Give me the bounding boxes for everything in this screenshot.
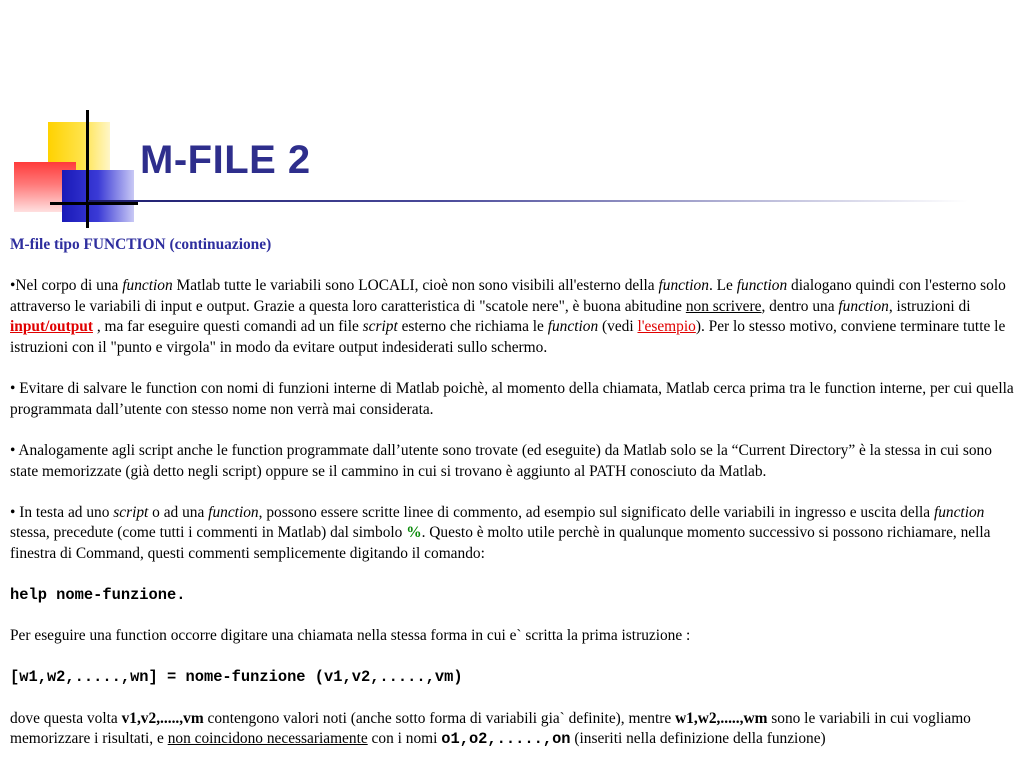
- slide-content: [10, 235, 1018, 750]
- italic-term: function: [736, 277, 788, 295]
- italic-term: function: [658, 277, 709, 295]
- percent-symbol: %: [406, 524, 422, 542]
- text: o ad una: [148, 503, 209, 521]
- paragraph-variables: [10, 709, 1018, 750]
- underlined-text: non coincidono necessariamente: [167, 730, 368, 748]
- paragraph-local-variables: [10, 276, 1018, 358]
- italic-term: script: [113, 503, 149, 521]
- text: . Le: [708, 277, 737, 295]
- text: •Nel corpo di una: [10, 277, 123, 295]
- bold-term: w1,w2,.....,wm: [675, 709, 768, 727]
- paragraph-function-call: Per eseguire una function occorre digitare una chiamata nella stessa forma in cui e` scritta la prima istruzione :: [10, 627, 691, 645]
- text: contengono valori noti (anche sotto forma di variabili gia` definite), mentre: [203, 709, 676, 727]
- inline-code: o1,o2,.....,on: [441, 730, 571, 749]
- text: Matlab tutte le variabili sono LOCALI, cioè non sono visibili all'esterno della: [172, 277, 659, 295]
- logo-horizontal-line: [50, 202, 138, 205]
- italic-term: function: [547, 318, 599, 336]
- paragraph-comments: [10, 503, 1018, 565]
- example-link[interactable]: l'esempio: [637, 318, 696, 336]
- text: esterno che richiama le: [397, 318, 548, 336]
- input-output-link[interactable]: input/output: [10, 318, 93, 336]
- underlined-text: non scrivere: [685, 297, 762, 315]
- text: , istruzioni di: [888, 297, 971, 315]
- text: , ma far eseguire questi comandi ad un file: [92, 318, 363, 336]
- logo-vertical-line: [86, 110, 89, 228]
- text: . Questo è molto utile perchè in qualunque momento successivo si possono richiamare, nella finestra di Command, questi commenti semplicemente digitando il comando:: [10, 524, 991, 562]
- italic-term: function: [838, 297, 889, 315]
- bold-term: v1,v2,.....,vm: [121, 709, 204, 727]
- text: dove questa volta: [10, 709, 122, 727]
- logo-blue-square: [62, 170, 134, 222]
- paragraph-function-names: • Evitare di salvare le function con nomi di funzioni interne di Matlab poichè, al momento della chiamata, Matlab cerca prima tra le function interne, per cui quella programmata dall’utente con stesso nome non verrà mai considerata.: [10, 380, 1014, 418]
- text: ). Per lo stesso motivo, conviene terminare tutte le istruzioni con il "punto e virgola" in modo da evitare output indesiderati sullo schermo.: [10, 318, 1006, 356]
- italic-term: script: [362, 318, 398, 336]
- text: stessa, precedute (come tutti i commenti in Matlab) dal simbolo: [10, 524, 407, 542]
- text: , possono essere scritte linee di commento, ad esempio sul significato delle variabili in ingresso e uscita della: [258, 503, 934, 521]
- text: sono le variabili in cui vogliamo memorizzare i risultati, e: [10, 709, 971, 748]
- title-underline: [88, 200, 968, 202]
- italic-term: function: [208, 503, 259, 521]
- section-subtitle: M-file tipo FUNCTION (continuazione): [10, 236, 272, 253]
- function-call-code: [w1,w2,.....,wn] = nome-funzione (v1,v2,.....,vm): [10, 668, 463, 687]
- text: con i nomi: [367, 730, 442, 748]
- slide-title: M-FILE 2: [140, 138, 311, 182]
- text: • In testa ad uno: [10, 503, 114, 521]
- slide-logo: [0, 100, 140, 240]
- text: (inseriti nella definizione della funzione): [570, 730, 826, 748]
- italic-term: function: [122, 277, 173, 295]
- text: (vedi: [598, 318, 638, 336]
- text: , dentro una: [761, 297, 839, 315]
- italic-term: function: [933, 503, 985, 521]
- help-command-code: help nome-funzione.: [10, 586, 186, 605]
- text: dialogano quindi con l'esterno solo attraverso le variabili di input e output. Grazie a questa loro caratteristica di "scatole nere", è buona abitudine: [10, 277, 1006, 315]
- paragraph-current-directory: • Analogamente agli script anche le function programmate dall’utente sono trovate (ed eseguite) da Matlab solo se la “Current Directory” è la stessa in cui sono state memorizzate (già detto negli script) oppure se il cammino in cui si trovano è aggiunto al PATH conosciuto da Matlab.: [10, 441, 992, 480]
